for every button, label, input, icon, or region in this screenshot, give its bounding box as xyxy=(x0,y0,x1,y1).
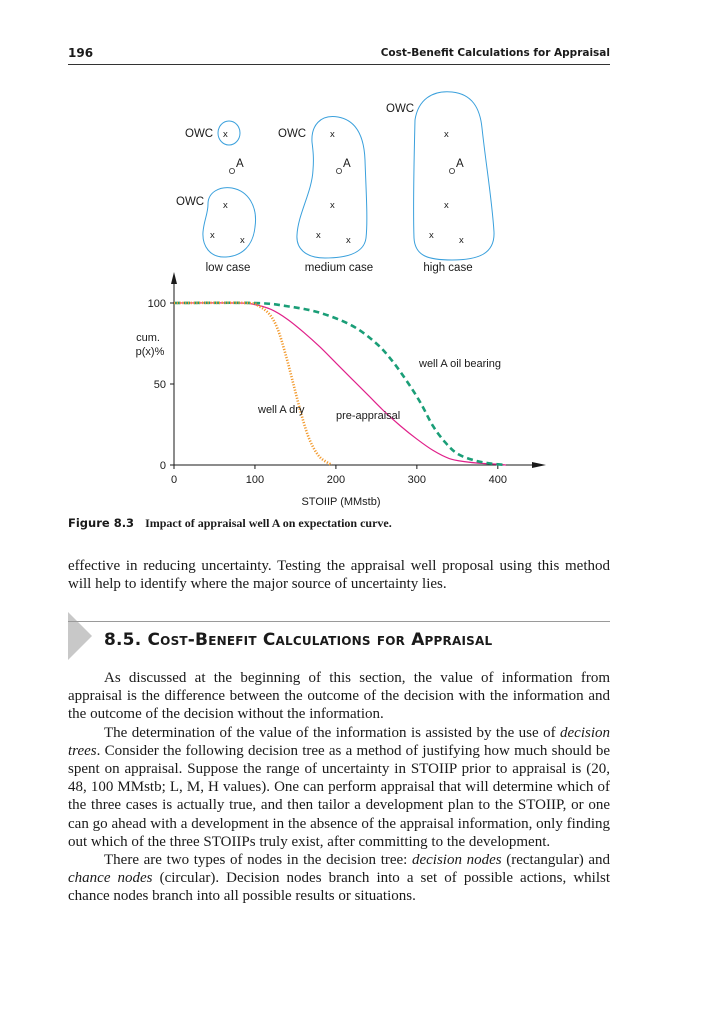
case-labels xyxy=(206,262,473,274)
x-axis-arrow-icon xyxy=(532,462,546,468)
series-well-a-oil-bearing xyxy=(174,303,506,465)
well-x-marker: x xyxy=(223,129,228,140)
section-heading-block xyxy=(68,612,610,664)
series-pre-appraisal xyxy=(174,303,506,465)
figure-caption xyxy=(68,516,392,531)
y-tick-label: 50 xyxy=(153,379,166,391)
well-a-marker-high xyxy=(449,168,454,173)
y-axis-label-line2: p(x)% xyxy=(135,346,165,358)
well-x-marker: x xyxy=(330,129,335,140)
section-arrow-icon xyxy=(68,612,108,664)
well-a-label-high: A xyxy=(456,158,464,170)
y-axis-label-line1: cum. xyxy=(136,332,160,344)
well-x-marker: x xyxy=(223,200,228,211)
well-x-marker: x xyxy=(346,235,351,246)
body-paragraph-1: As discussed at the beginning of this section, the value of information from appraisal is the difference between the outcome of the decision with the information and the outcome of the decision without the information. xyxy=(68,670,610,723)
section-rule xyxy=(68,621,610,622)
x-tick-label: 200 xyxy=(326,474,346,486)
x-tick-label: 300 xyxy=(407,474,427,486)
section-body xyxy=(68,669,610,906)
well-x-marker: x xyxy=(210,230,215,241)
well-x-marker: x xyxy=(240,235,245,246)
section-number: 8.5. xyxy=(104,630,142,650)
low-case-small-outline xyxy=(218,121,240,145)
well-x-marker: x xyxy=(316,230,321,241)
x-tick-label: 0 xyxy=(170,474,178,486)
term-chance-nodes: chance nodes xyxy=(68,870,153,887)
figure-label: Figure 8.3 xyxy=(68,516,135,530)
well-x-markers xyxy=(210,129,464,246)
well-a-label-medium: A xyxy=(343,158,351,170)
high-case-label: high case xyxy=(423,262,473,274)
well-x-marker: x xyxy=(444,200,449,211)
well-a-marker-low xyxy=(229,168,234,173)
annotation-oil-bearing: well A oil bearing xyxy=(419,358,501,370)
expectation-chart xyxy=(136,272,546,508)
running-title: Cost-Benefit Calculations for Appraisal xyxy=(380,47,610,59)
well-x-marker: x xyxy=(429,230,434,241)
paragraph-text: effective in reducing uncertainty. Testing the appraisal well proposal using this method will help to identify where the major source of uncertainty lies. xyxy=(68,558,610,593)
well-x-marker: x xyxy=(444,129,449,140)
chart-text xyxy=(136,332,501,508)
page-number: 196 xyxy=(68,46,94,60)
y-tick-label: 100 xyxy=(147,298,166,310)
section-title xyxy=(104,630,492,650)
owc-label-high: OWC xyxy=(386,103,415,115)
chart-series xyxy=(174,303,506,465)
well-x-marker: x xyxy=(330,200,335,211)
y-axis-arrow-icon xyxy=(171,272,177,284)
low-case-main-outline xyxy=(203,188,256,257)
section-title-text: Cost-Benefit Calculations for Appraisal xyxy=(147,630,493,650)
annotation-dry: well A dry xyxy=(258,404,305,416)
x-axis-label: STOIIP (MMstb) xyxy=(301,496,381,508)
body-paragraph-3: There are two types of nodes in the decision tree: decision nodes (rectangular) and chance nodes (circular). Decision nodes branch into a set of possible actions, whilst chance nodes branch into all possible results or situations. xyxy=(68,852,610,905)
owc-label-low-bottom: OWC xyxy=(176,196,205,208)
figure-caption-text: Impact of appraisal well A on expectation curve. xyxy=(145,516,392,530)
medium-case-label: medium case xyxy=(304,262,374,274)
reservoir-labels xyxy=(176,103,464,208)
well-a-markers xyxy=(229,168,454,173)
body-paragraph-2: The determination of the value of the information is assisted by the use of decision trees. Consider the following decision tree as a method of justifying how much should be spent on appraisal. Suppose the range of uncertainty in STOIIP prior to appraisal is (20, 48, 100 MMstb; L, M, H values). One can perform appraisal that will determine which of the three cases is actually true, and then tailor a development plan to the STOIIP, or one can go ahead with a development in the absence of the appraisal information, only finding out which of the three STOIIPs truly exist, after committing to the development. xyxy=(68,724,610,850)
owc-label-medium: OWC xyxy=(278,128,307,140)
continuation-paragraph xyxy=(68,557,610,593)
x-tick-label: 100 xyxy=(245,474,265,486)
well-a-label-low: A xyxy=(236,158,244,170)
well-a-marker-medium xyxy=(336,168,341,173)
term-decision-trees: decision trees xyxy=(68,724,610,759)
well-x-marker: x xyxy=(459,235,464,246)
annotation-pre-appraisal: pre-appraisal xyxy=(336,410,401,422)
low-case-label: low case xyxy=(205,262,251,274)
owc-label-low-top: OWC xyxy=(185,128,214,140)
term-decision-nodes: decision nodes xyxy=(411,852,502,869)
high-case-outline xyxy=(414,92,494,260)
series-well-a-dry xyxy=(174,303,332,465)
x-tick-label: 400 xyxy=(488,474,507,486)
y-tick-label: 0 xyxy=(159,460,166,472)
